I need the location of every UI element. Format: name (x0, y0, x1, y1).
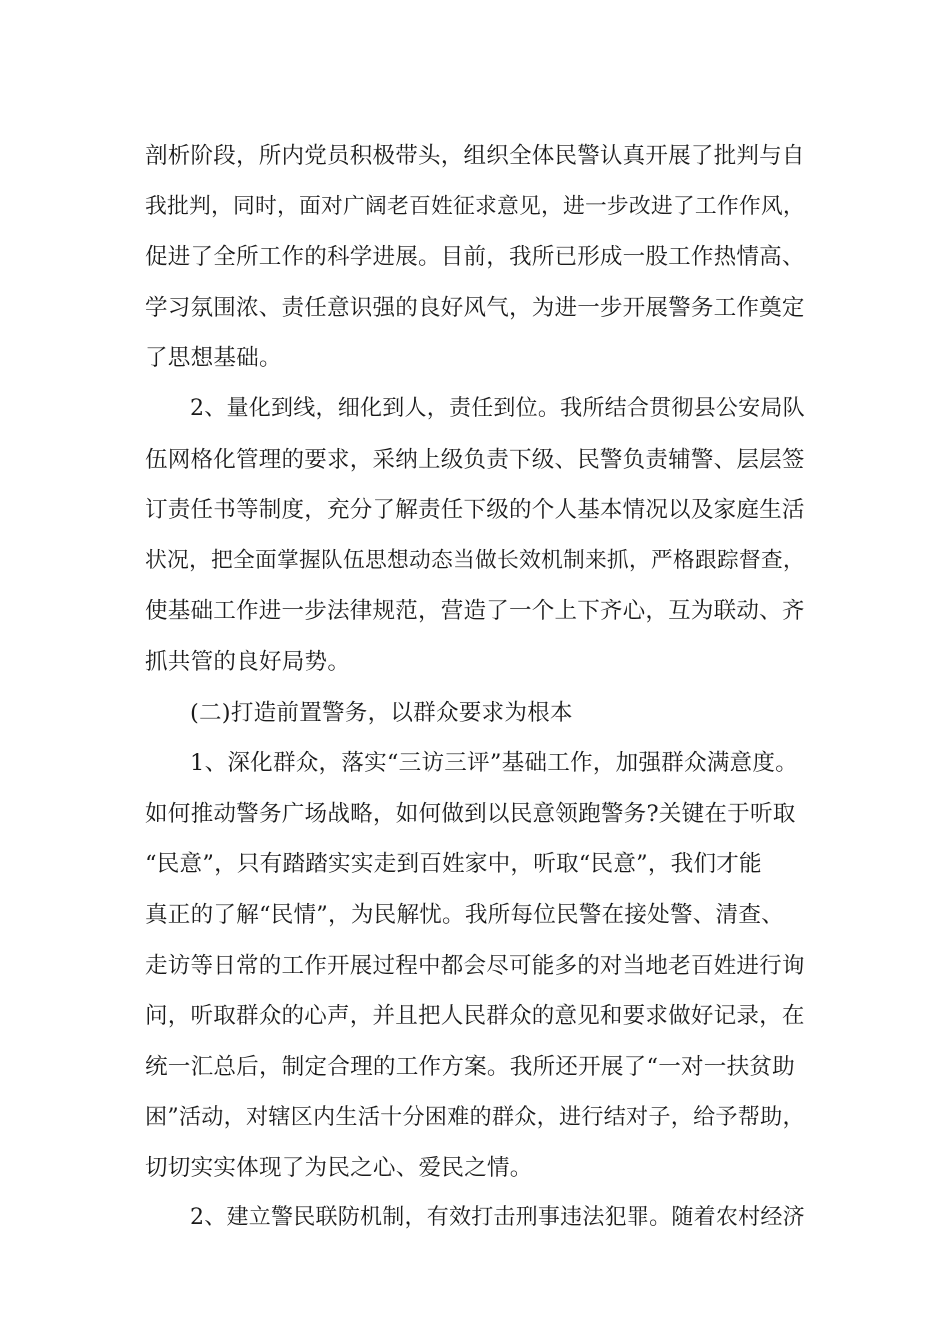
text-line: 伍网格化管理的要求，采纳上级负责下级、民警负责辅警、层层签 (145, 446, 805, 473)
text-line: 使基础工作进一步法律规范，营造了一个上下齐心，互为联动、齐 (145, 598, 805, 625)
text-line: 切切实实体现了为民之心、爱民之情。 (145, 1154, 533, 1181)
text-line: 状况，把全面掌握队伍思想动态当做长效机制来抓，严格跟踪督查， (145, 547, 805, 573)
text-line: 如何推动警务广场战略，如何做到以民意领跑警务?关键在于听取 (145, 800, 796, 827)
text-line: 学习氛围浓、责任意识强的良好风气，为进一步开展警务工作奠定 (145, 294, 805, 321)
text-line: 促进了全所工作的科学进展。目前，我所已形成一股工作热情高、 (145, 244, 805, 271)
text-line: 了思想基础。 (145, 345, 282, 372)
text-line: 抓共管的良好局势。 (145, 648, 351, 675)
paragraph-start-line: 2、建立警民联防机制，有效打击刑事违法犯罪。随着农村经济 (190, 1205, 805, 1231)
paragraph-start-line: 1、深化群众，落实“三访三评”基础工作，加强群众满意度。 (190, 750, 798, 777)
text-line: 走访等日常的工作开展过程中都会尽可能多的对当地老百姓进行询 (145, 952, 805, 979)
text-line: 问，听取群众的心声，并且把人民群众的意见和要求做好记录，在 (145, 1003, 805, 1030)
text-line: “民意”，只有踏踏实实走到百姓家中，听取“民意”，我们才能 (145, 851, 762, 878)
text-line: 统一汇总后，制定合理的工作方案。我所还开展了“一对一扶贫助 (145, 1053, 795, 1080)
paragraph-start-line: 2、量化到线，细化到人，责任到位。我所结合贯彻县公安局队 (190, 395, 805, 421)
text-line: 真正的了解“民情”，为民解忧。我所每位民警在接处警、清查、 (145, 901, 784, 928)
text-line: 订责任书等制度，充分了解责任下级的个人基本情况以及家庭生活 (145, 497, 805, 524)
section-heading: (二)打造前置警务，以群众要求为根本 (190, 699, 573, 726)
text-line: 剖析阶段，所内党员积极带头，组织全体民警认真开展了批判与自 (145, 143, 805, 169)
body-text (145, 131, 805, 1244)
text-line: 我批判，同时，面对广阔老百姓征求意见，进一步改进了工作作风， (145, 193, 805, 219)
text-line: 困”活动，对辖区内生活十分困难的群众，进行结对子，给予帮助， (145, 1104, 805, 1131)
